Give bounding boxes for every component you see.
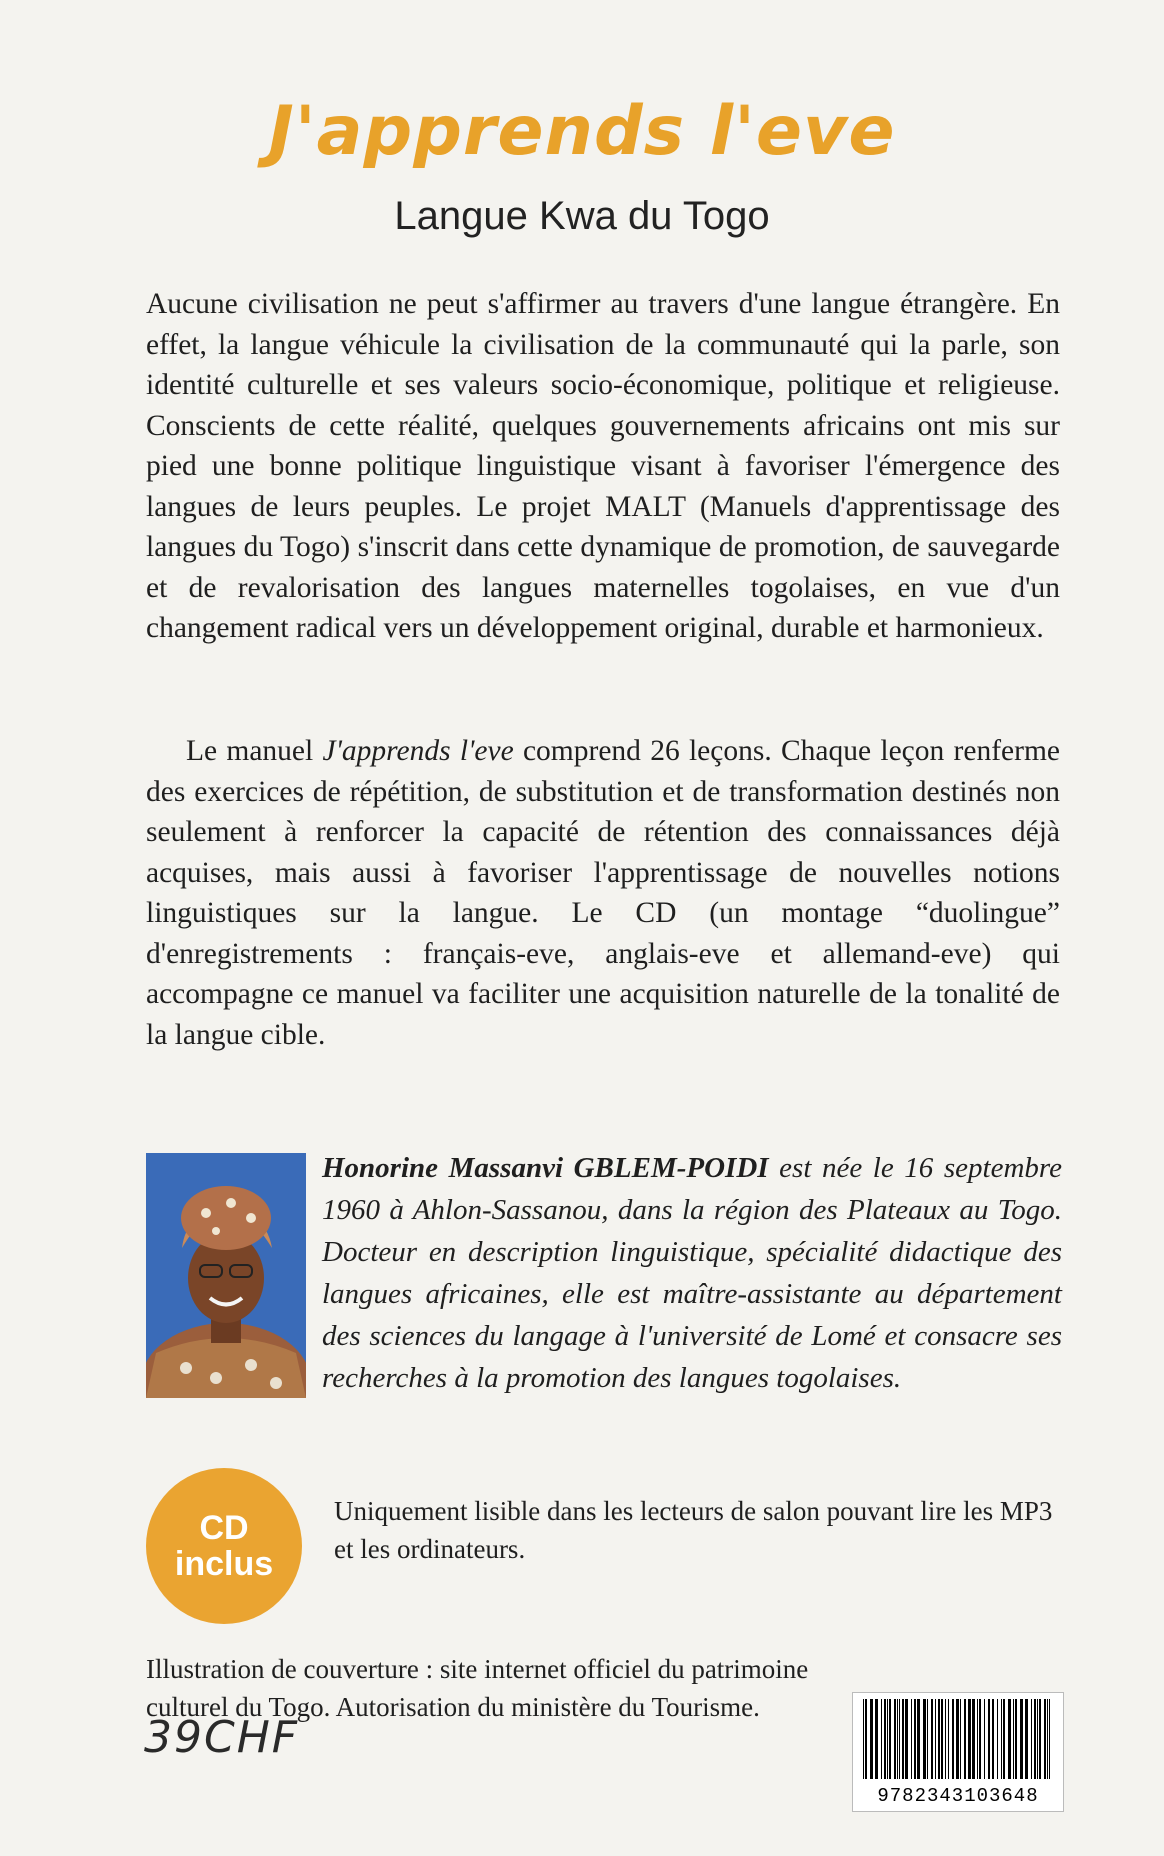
description-paragraph-2 (146, 731, 1060, 1055)
barcode-bar (1025, 1699, 1028, 1779)
barcode-bar (927, 1699, 928, 1779)
barcode-bar (1044, 1699, 1046, 1779)
book-subtitle: Langue Kwa du Togo (394, 194, 770, 238)
barcode-bar (863, 1699, 864, 1779)
barcode-bar (1031, 1699, 1032, 1779)
barcode-bar (887, 1699, 888, 1779)
barcode-bar (979, 1699, 981, 1779)
cd-compatibility-note: Uniquement lisible dans les lecteurs de salon pouvant lire les MP3 et les ordinateurs. (334, 1496, 1053, 1564)
barcode-bar (865, 1699, 867, 1779)
author-bio-text: est née le 16 septembre 1960 à Ahlon-Sassanou, dans la région des Plateaux au Togo. Docteur en description linguistique, spécialité didactique des langues africaines, elle est maître-assistante au département des sciences du langage à l'université de Lomé et consacre ses recherches à la promotion des langues togolaises. (322, 1152, 1062, 1394)
author-name: Honorine Massanvi GBLEM-POIDI (322, 1152, 769, 1184)
barcode-bar (968, 1699, 971, 1779)
barcode-bar (881, 1699, 882, 1779)
barcode-bar (897, 1699, 898, 1779)
barcode-bar (1039, 1699, 1041, 1779)
barcode-bar (935, 1699, 936, 1779)
barcode-bar (923, 1699, 926, 1779)
barcode-bar (997, 1699, 998, 1779)
barcode-bar (945, 1699, 946, 1779)
barcode-bar (972, 1699, 975, 1779)
barcode-bar (911, 1699, 912, 1779)
barcode-bar (1003, 1699, 1005, 1779)
barcode-bar (905, 1699, 908, 1779)
barcode-bar (938, 1699, 940, 1779)
paragraph-2-body: comprend 26 leçons. Chaque leçon renferme des exercices de répétition, de substitution et de transformation destinés non seulement à renforcer la capacité de rétention des connaissances déjà acquises, mais aussi à favoriser l'apprentissage de nouvelles notions linguistiques sur la langue. Le CD (un montage “duolingue” d'enregistrements : français-eve, anglais-eve et allemand-eve) qui accompagne ce manuel va faciliter une acquisition naturelle de la tonalité de la langue cible. (146, 735, 1060, 1051)
barcode-bar (914, 1699, 916, 1779)
barcode-bar (875, 1699, 878, 1779)
barcode-bar (894, 1699, 896, 1779)
cover-illustration-credit: Illustration de couverture : site internet officiel du patrimoine culturel du Togo. Autorisation du ministère du Tourisme. (146, 1654, 809, 1722)
cd-badge-line-1: CD (199, 1509, 249, 1547)
author-portrait-illustration (146, 1153, 306, 1398)
barcode-bar (992, 1699, 994, 1779)
barcode-bar (1015, 1699, 1017, 1779)
paragraph-2-book-title: J'apprends l'eve (322, 735, 514, 767)
barcode-bar (941, 1699, 943, 1779)
barcode-bar (948, 1699, 949, 1779)
barcode-bar (1037, 1699, 1038, 1779)
barcode-bar (964, 1699, 966, 1779)
isbn-barcode (852, 1692, 1064, 1812)
author-biography (322, 1147, 1062, 1399)
barcode-bar (884, 1699, 886, 1779)
barcode-bars (861, 1699, 1055, 1779)
barcode-bar (1013, 1699, 1014, 1779)
barcode-bar (917, 1699, 920, 1779)
barcode-bar (1047, 1699, 1048, 1779)
barcode-bar (902, 1699, 904, 1779)
handwritten-price-mark: 39CHF (144, 1712, 300, 1763)
cd-included-badge (146, 1468, 302, 1624)
barcode-bar (931, 1699, 933, 1779)
isbn-number: 9782343103648 (877, 1785, 1039, 1807)
book-title: J'apprends l'eve (268, 92, 896, 171)
barcode-bar (952, 1699, 954, 1779)
barcode-bar (870, 1699, 873, 1779)
barcode-bar (960, 1699, 961, 1779)
barcode-bar (988, 1699, 990, 1779)
barcode-bar (1034, 1699, 1036, 1779)
barcode-bar (1049, 1699, 1050, 1779)
barcode-bar (899, 1699, 900, 1779)
barcode-bar (1001, 1699, 1002, 1779)
barcode-bar (889, 1699, 891, 1779)
paragraph-2-intro: Le manuel (186, 735, 323, 767)
barcode-bar (1020, 1699, 1023, 1779)
description-paragraph-1: Aucune civilisation ne peut s'affirmer au travers d'une langue étrangère. En effet, la langue véhicule la civilisation de la communauté qui la parle, son identité culturelle et ses valeurs socio-économique, politique et religieuse. Conscients de cette réalité, quelques gouvernements africains ont mis sur pied une bonne politique linguistique visant à favoriser l'émergence des langues de leurs peuples. Le projet MALT (Manuels d'apprentissage des langues du Togo) s'inscrit dans cette dynamique de promotion, de sauvegarde et de revalorisation des langues maternelles togolaises, en vue d'un changement radical vers un développement original, durable et harmonieux. (146, 288, 1060, 644)
cd-badge-line-2: inclus (174, 1545, 274, 1583)
barcode-bar (956, 1699, 959, 1779)
barcode-bar (977, 1699, 978, 1779)
barcode-bar (1008, 1699, 1011, 1779)
barcode-bar (984, 1699, 985, 1779)
author-photo (146, 1153, 306, 1398)
